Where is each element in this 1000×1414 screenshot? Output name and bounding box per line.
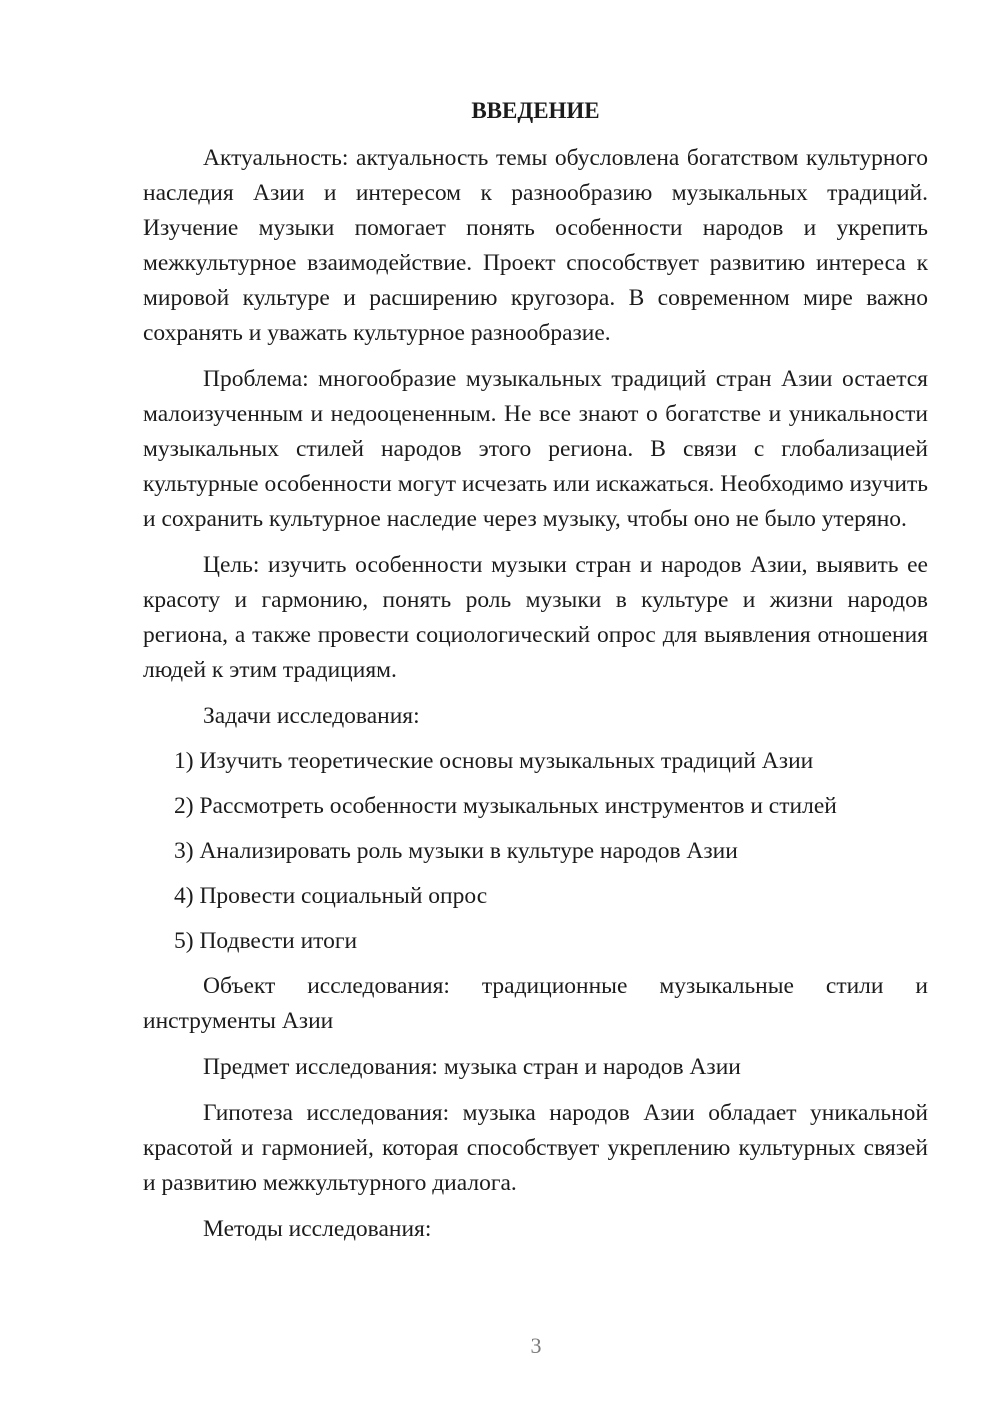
task-item: 3) Анализировать роль музыки в культуре народов Азии: [174, 838, 738, 864]
task-item: 1) Изучить теоретические основы музыкальных традиций Азии: [174, 748, 814, 774]
task-item: 4) Провести социальный опрос: [174, 883, 488, 909]
paragraph-tasks-intro: Задачи исследования:: [203, 703, 420, 729]
paragraph-subject: Предмет исследования: музыка стран и народов Азии: [203, 1054, 741, 1080]
page-number: 3: [530, 1333, 542, 1358]
paragraph-hypothesis: Гипотеза исследования: музыка народов Азии обладает уникальной красотой и гармонией, которая способствует укреплению культурных связей и развитию межкультурного диалога.: [143, 1100, 928, 1196]
paragraph-methods: Методы исследования:: [203, 1216, 432, 1242]
page-heading: ВВЕДЕНИЕ: [471, 98, 600, 123]
task-item: 2) Рассмотреть особенности музыкальных инструментов и стилей: [174, 793, 837, 819]
page-content: [143, 93, 928, 1258]
task-item: 5) Подвести итоги: [174, 928, 358, 954]
paragraph-problem: Проблема: многообразие музыкальных традиций стран Азии остается малоизученным и недооцененным. Не все знают о богатстве и уникальности музыкальных стилей народов этого региона. В связи с глобализацией культурные особенности могут исчезать или искажаться. Необходимо изучить и сохранить культурное наследие через музыку, чтобы оно не было утеряно.: [143, 366, 928, 532]
paragraph-goal: Цель: изучить особенности музыки стран и народов Азии, выявить ее красоту и гармонию, понять роль музыки в культуре и жизни народов региона, а также провести социологический опрос для выявления отношения людей к этим традициям.: [143, 552, 928, 683]
paragraph-relevance: Актуальность: актуальность темы обусловлена богатством культурного наследия Азии и интересом к разнообразию музыкальных традиций. Изучение музыки помогает понять особенности народов и укрепить межкультурное взаимодействие. Проект способствует развитию интереса к мировой культуре и расширению кругозора. В современном мире важно сохранять и уважать культурное разнообразие.: [143, 145, 928, 346]
paragraph-object: Объект исследования: традиционные музыкальные стили и инструменты Азии: [143, 973, 928, 1034]
task-list: [143, 744, 928, 959]
